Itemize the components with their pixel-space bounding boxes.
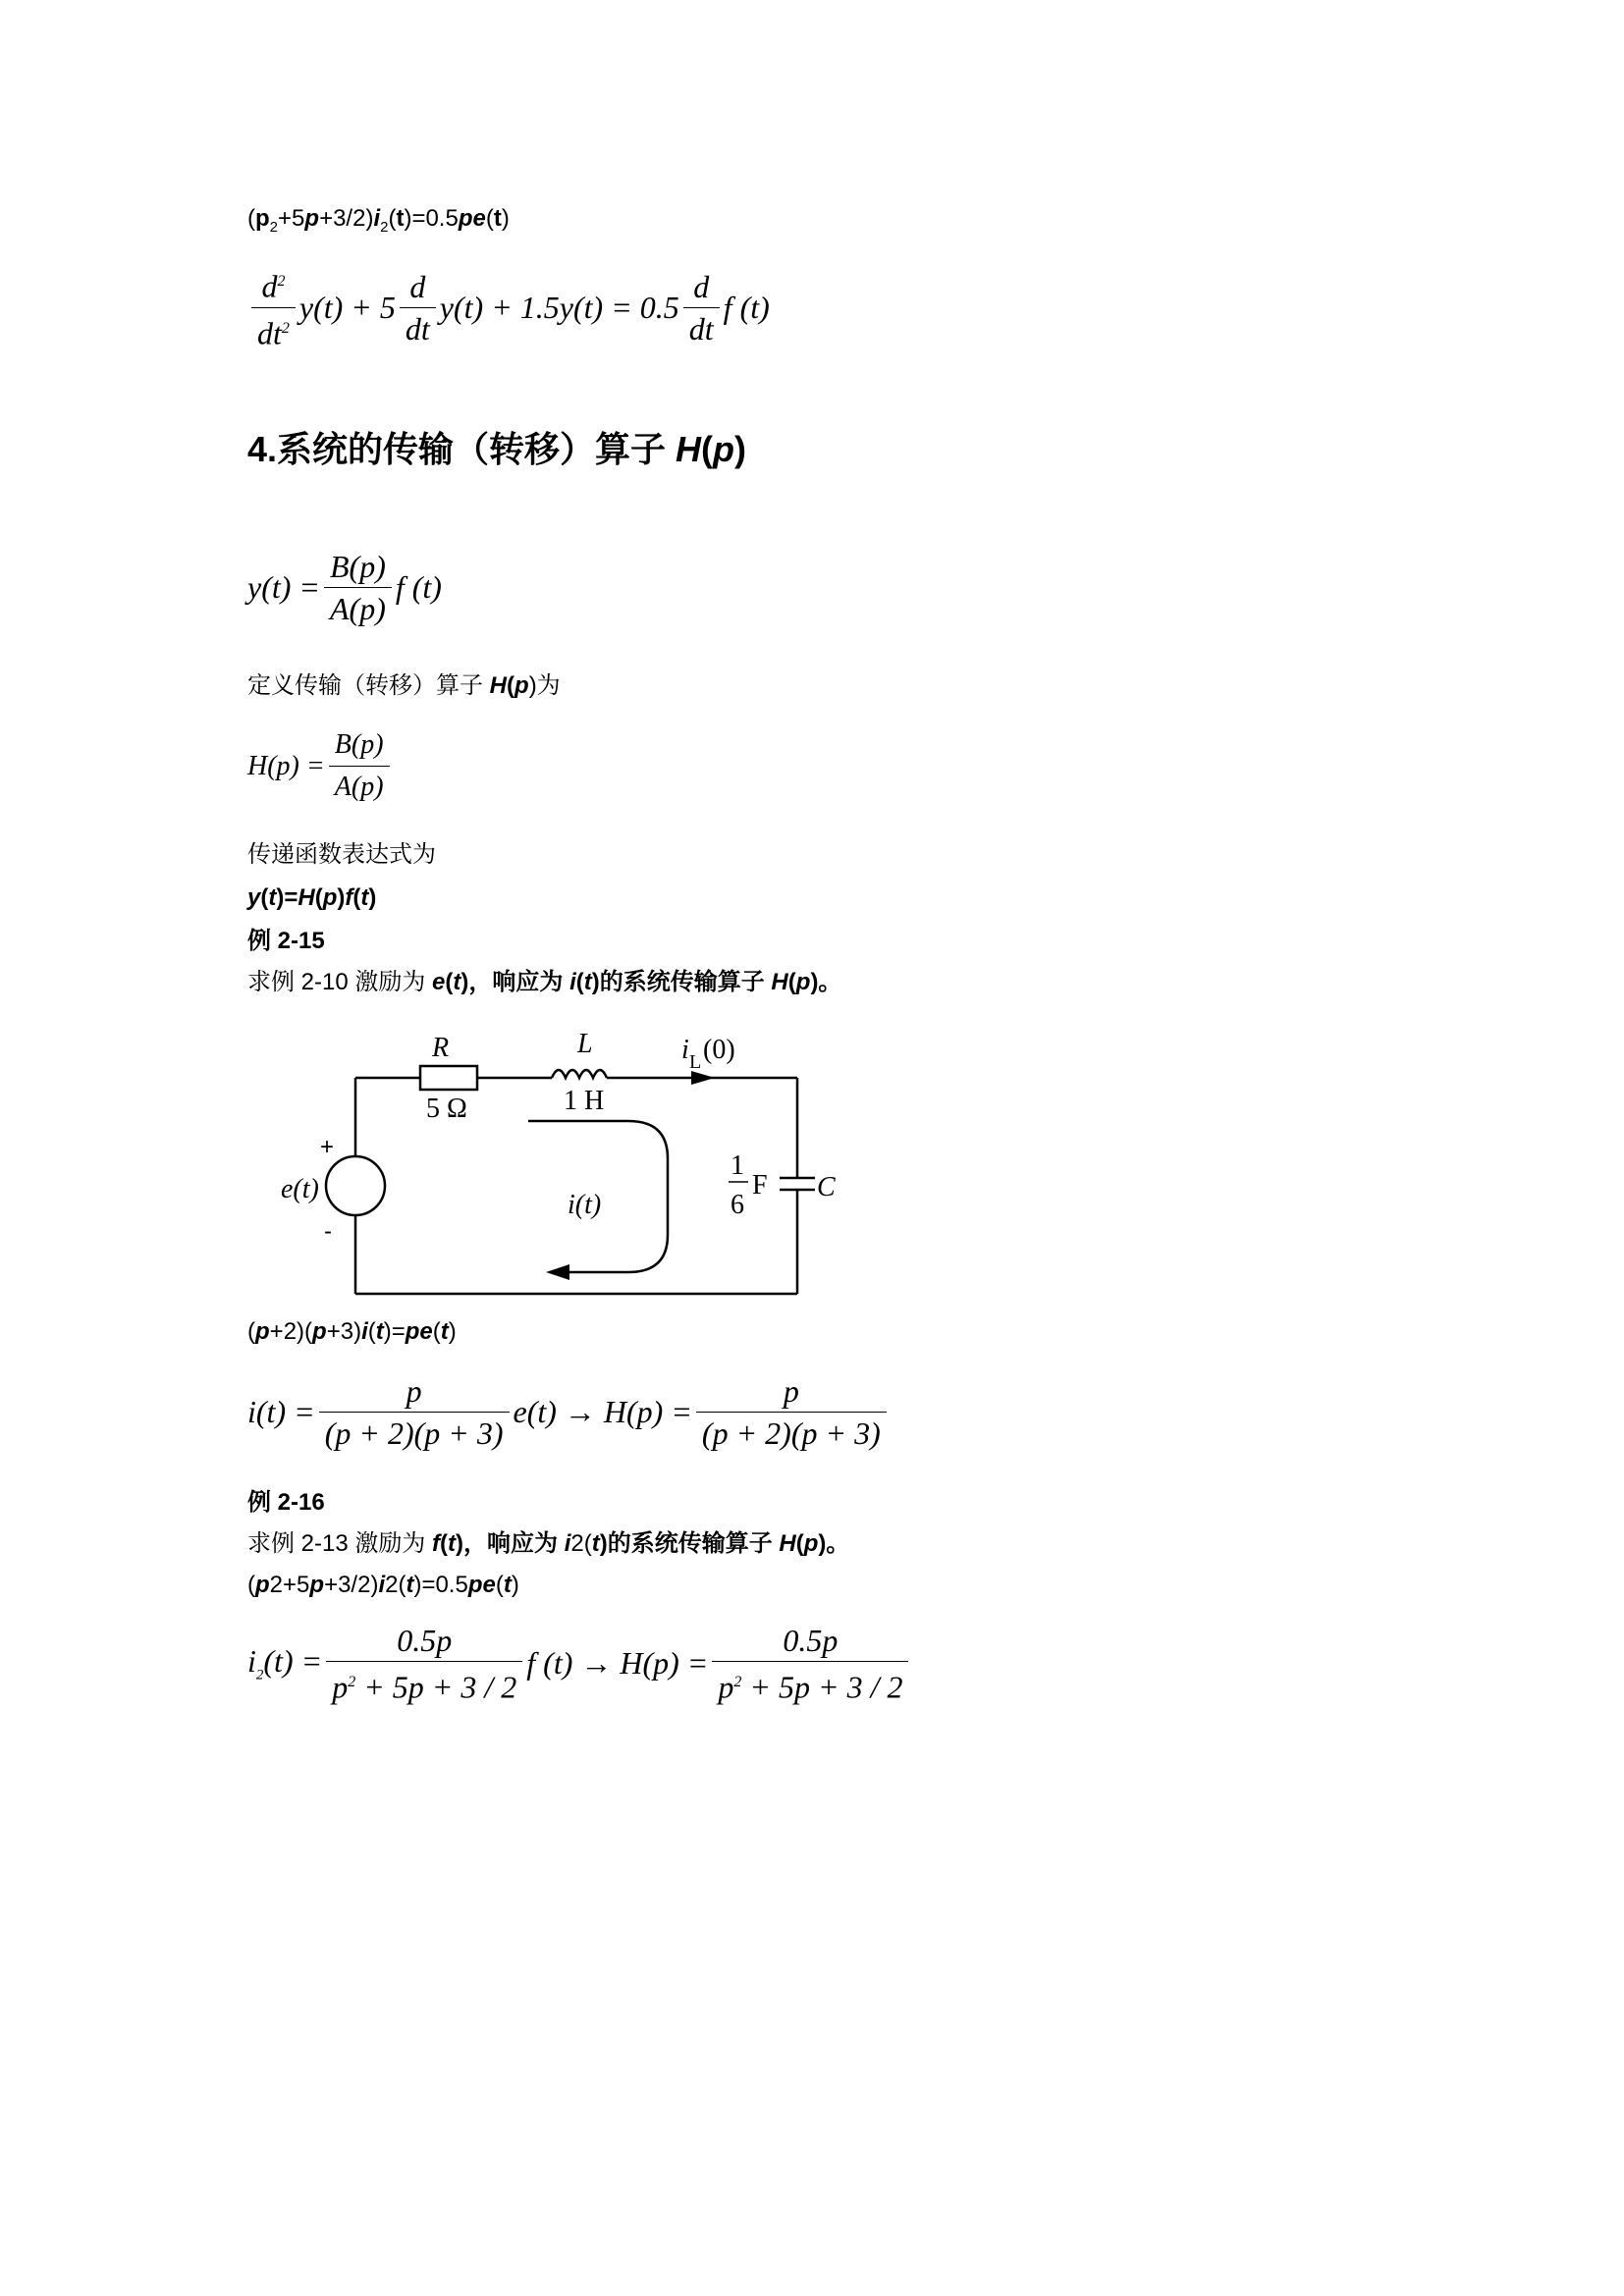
- minus-sign: -: [324, 1218, 332, 1245]
- operator-equation: y(t) = $\frac{B(p)}{A(p)}$ f (t): [247, 549, 442, 626]
- equation-line-1: $(p_2+5p+3/2)i_2(t)=0.5pe(t)$: [247, 205, 510, 236]
- section-heading: 4.系统的传输（转移）算子 H(p): [247, 429, 747, 469]
- resistor: [420, 1066, 477, 1090]
- transfer-expression: y(t)=H(p)f(t): [247, 884, 377, 911]
- il-argument: (0): [703, 1035, 735, 1065]
- example-2-15-question: 求例 2-10 激励为 e(t)，响应为 i(t)的系统传输算子 H(p)。: [247, 969, 842, 995]
- plus-sign: +: [320, 1134, 335, 1160]
- inductor: [552, 1070, 607, 1078]
- resistor-value: 5 Ω: [426, 1094, 467, 1124]
- example-2-16-solution: $i_2(t)$ = $\frac{0.5p}{p^2 + 5p + 3 / 2}$ f (t) → H(p) = $\frac{0.5p}{p^2 + 5p + 3 / 2}$: [247, 1622, 912, 1706]
- equation-line-2-15: (p+2)(p+3)i(t)=pe(t): [247, 1318, 457, 1345]
- transfer-operator-definition: H(p) = $\frac{B(p)}{A(p)}$: [247, 726, 394, 806]
- source-label: e(t): [281, 1174, 319, 1204]
- example-2-16-title: 例 2-16: [247, 1489, 325, 1516]
- capacitor-label: C: [817, 1172, 836, 1202]
- equation-line-2-16: (p2+5p+3/2)i2(t)=0.5pe(t): [247, 1572, 519, 1598]
- loop-current-arrowhead: [546, 1264, 569, 1280]
- capacitor-unit: F: [752, 1170, 768, 1201]
- il-subscript: L: [689, 1051, 702, 1073]
- capacitor-value-num: 1: [731, 1150, 744, 1181]
- example-2-15-solution: i(t) = $\frac{p}{(p + 2)(p + 3)}$ e(t) → H(p) = $\frac{p}{(p + 2)(p + 3)}$: [247, 1372, 891, 1452]
- inductor-value: 1 H: [564, 1086, 605, 1116]
- il-label: i: [681, 1035, 689, 1065]
- differential-equation: $\frac{d^2}{dt^2}$ y(t) + 5 $\frac{d}{dt}$ y(t) + 1.5y(t) = 0.5 $\frac{d}{dt}$ f (t): [247, 263, 770, 351]
- capacitor-value-den: 6: [731, 1190, 744, 1220]
- resistor-label: R: [432, 1033, 450, 1063]
- example-2-15-title: 例 2-15: [247, 928, 325, 954]
- transfer-label: 传递函数表达式为: [247, 841, 436, 868]
- current-label: i(t): [568, 1190, 602, 1220]
- voltage-source: [326, 1156, 385, 1215]
- example-2-16-question: 求例 2-13 激励为 f(t)，响应为 i2(t)的系统传输算子 H(p)。: [247, 1530, 850, 1557]
- inductor-label: L: [577, 1029, 593, 1059]
- definition-line: 定义传输（转移）算子 H(p)为: [247, 672, 561, 699]
- il-arrowhead: [691, 1071, 715, 1085]
